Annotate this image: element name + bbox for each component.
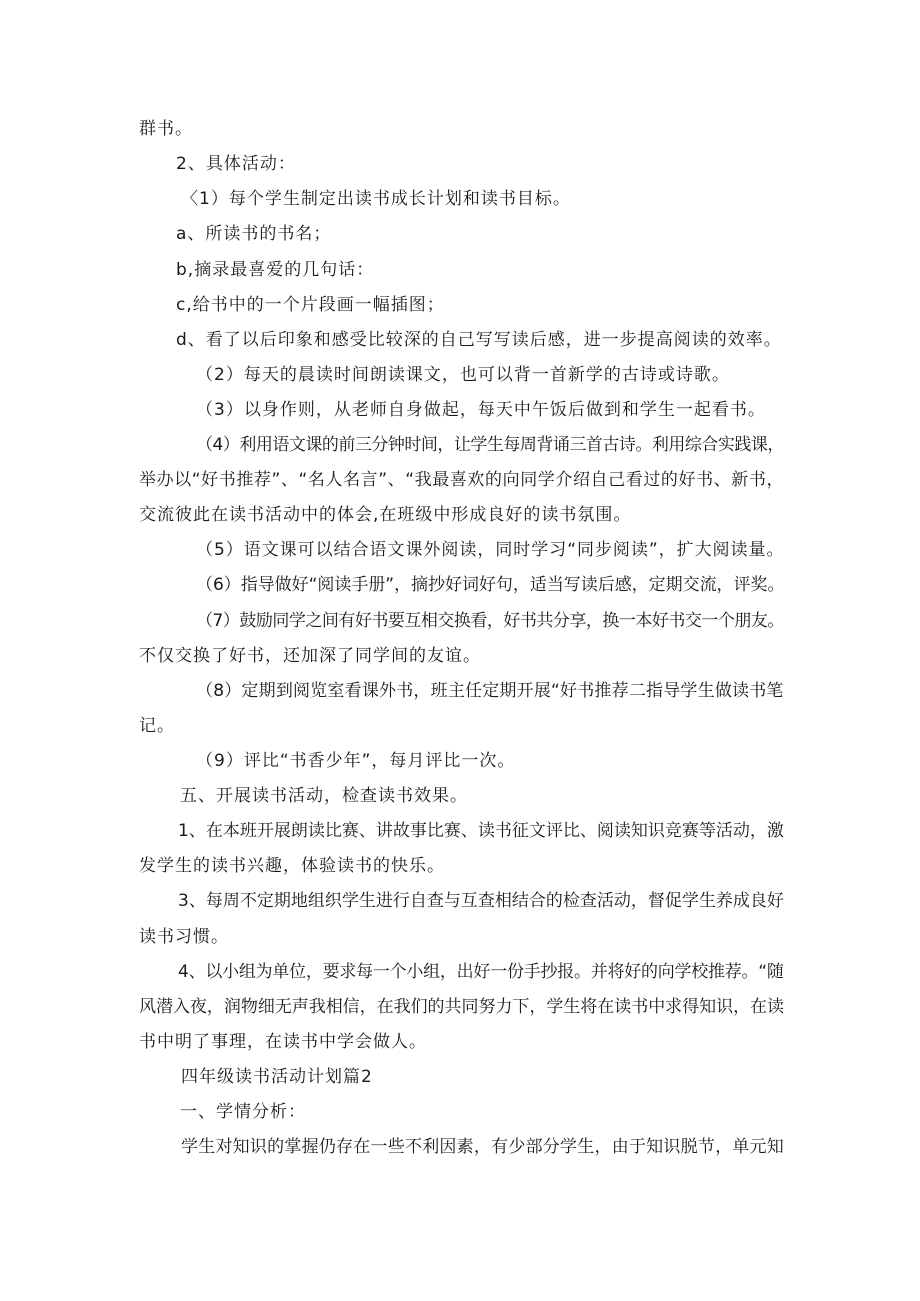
list-item: （4）利用语文课的前三分钟时间，让学生每周背诵三首古诗。利用综合实践课， <box>196 435 784 455</box>
article-title: 四年级读书活动计划篇2 <box>181 1067 373 1087</box>
list-item: b,摘录最喜爱的几句话： <box>176 260 375 280</box>
list-item: （7）鼓励同学之间有好书要互相交换看，好书共分享，换一本好书交一个朋友。 <box>196 611 784 631</box>
text-line: 读书习惯。 <box>139 927 229 947</box>
list-item: c,给书中的一个片段画一幅插图； <box>176 295 445 315</box>
list-item: （6）指导做好“阅读手册”，摘抄好词好句，适当写读后感，定期交流，评奖。 <box>196 575 785 595</box>
list-item: a、所读书的书名； <box>176 224 332 244</box>
text-line: 风潜入夜，润物细无声我相信，在我们的共同努力下，学生将在读书中求得知识，在读 <box>139 997 784 1017</box>
text-line: 交流彼此在读书活动中的体会,在班级中形成良好的读书氛围。 <box>139 505 632 525</box>
section-heading: 五、开展读书活动，检查读书效果。 <box>180 786 468 806</box>
text-line: 〈1）每个学生制定出读书成长计划和读书目标。 <box>181 189 571 209</box>
text-line: 群书。 <box>139 119 193 139</box>
text-line: 不仅交换了好书，还加深了同学间的友谊。 <box>139 646 481 666</box>
list-item: （2）每天的晨读时间朗读课文，也可以背一首新学的古诗或诗歌。 <box>196 365 730 385</box>
list-item: 3、每周不定期地组织学生进行自查与互查相结合的检查活动，督促学生养成良好 <box>178 891 784 911</box>
list-item: 1、在本班开展朗读比赛、讲故事比赛、读书征文评比、阅读知识竞赛等活动，激 <box>178 821 784 841</box>
list-item: （5）语文课可以结合语文课外阅读，同时学习“同步阅读”，扩大阅读量。 <box>196 540 785 560</box>
section-heading: 一、学情分析： <box>180 1102 306 1122</box>
list-item: 4、以小组为单位，要求每一个小组，出好一份手抄报。并将好的向学校推荐。“随 <box>178 962 784 982</box>
section-heading: 2、具体活动： <box>176 154 296 174</box>
text-line: 发学生的读书兴趣，体验读书的快乐。 <box>139 856 445 876</box>
list-item: （9）评比“书香少年”，每月评比一次。 <box>196 751 516 771</box>
list-item: d、看了以后印象和感受比较深的自己写写读后感，进一步提高阅读的效率。 <box>176 330 782 350</box>
list-item: （8）定期到阅览室看课外书，班主任定期开展“好书推荐二指导学生做读书笔 <box>196 681 784 701</box>
text-line: 记。 <box>139 716 175 736</box>
text-line: 学生对知识的掌握仍存在一些不利因素，有少部分学生，由于知识脱节，单元知 <box>181 1137 784 1157</box>
text-line: 书中明了事理，在读书中学会做人。 <box>139 1032 427 1052</box>
text-line: 举办以“好书推荐”、“名人名言”、“我最喜欢的向同学介绍自己看过的好书、新书， <box>139 470 785 490</box>
list-item: （3）以身作则，从老师自身做起，每天中午饭后做到和学生一起看书。 <box>196 400 766 420</box>
